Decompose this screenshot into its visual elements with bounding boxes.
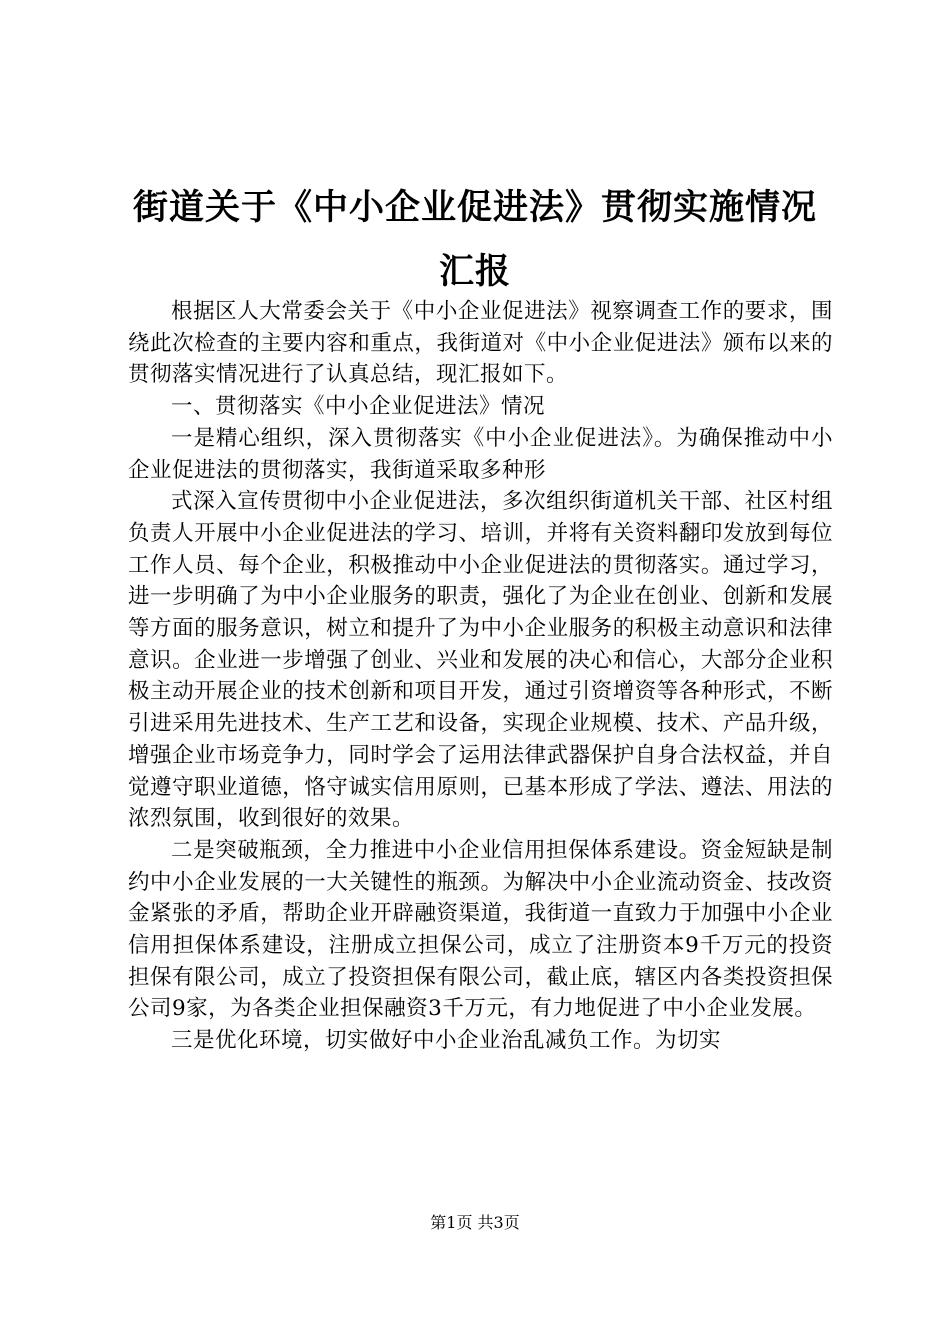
body-paragraph: 根据区人大常委会关于《中小企业促进法》视察调查工作的要求，围绕此次检查的主要内容和重点，我街道对《中小企业促进法》颁布以来的贯彻落实情况进行了认真总结，现汇报如下。 xyxy=(128,299,833,388)
document-body xyxy=(128,296,833,1057)
body-paragraph: 二是突破瓶颈，全力推进中小企业信用担保体系建设。资金短缺是制约中小企业发展的一大关键性的瓶颈。为解决中小企业流动资金、技改资金紧张的矛盾，帮助企业开辟融资渠道，我街道一直致力于加强中小企业信用担保体系建设，注册成立担保公司，成立了注册资本9千万元的投资担保有限公司，成立了投资担保有限公司，截止底，辖区内各类投资担保公司9家，为各类企业担保融资3千万元，有力地促进了中小企业发展。 xyxy=(128,837,833,1022)
document-title: 街道关于《中小企业促进法》贯彻实施情况汇报 xyxy=(132,188,817,292)
body-paragraph: 一是精心组织，深入贯彻落实《中小企业促进法》。为确保推动中小企业促进法的贯彻落实，我街道采取多种形 xyxy=(128,425,833,483)
body-paragraph: 三是优化环境，切实做好中小企业治乱减负工作。为切实 xyxy=(171,1028,722,1054)
body-paragraph: 式深入宣传贯彻中小企业促进法，多次组织街道机关干部、社区村组负责人开展中小企业促进法的学习、培训，并将有关资料翻印发放到每位工作人员、每个企业，积极推动中小企业促进法的贯彻落实。通过学习，进一步明确了为中小企业服务的职责，强化了为企业在创业、创新和发展等方面的服务意识，树立和提升了为中小企业服务的积极主动意识和法律意识。企业进一步增强了创业、兴业和发展的决心和信心，大部分企业积极主动开展企业的技术创新和项目开发，通过引资增资等各种形式，不断引进采用先进技术、生产工艺和设备，实现企业规模、技术、产品升级，增强企业市场竞争力，同时学会了运用法律武器保护自身合法权益，并自觉遵守职业道德，恪守诚实信用原则，已基本形成了学法、遵法、用法的浓烈氛围，收到很好的效果。 xyxy=(128,489,833,832)
section-heading: 一、贯彻落实《中小企业促进法》情况 xyxy=(171,394,546,420)
page-number-footer: 第1页 共3页 xyxy=(430,1213,520,1232)
